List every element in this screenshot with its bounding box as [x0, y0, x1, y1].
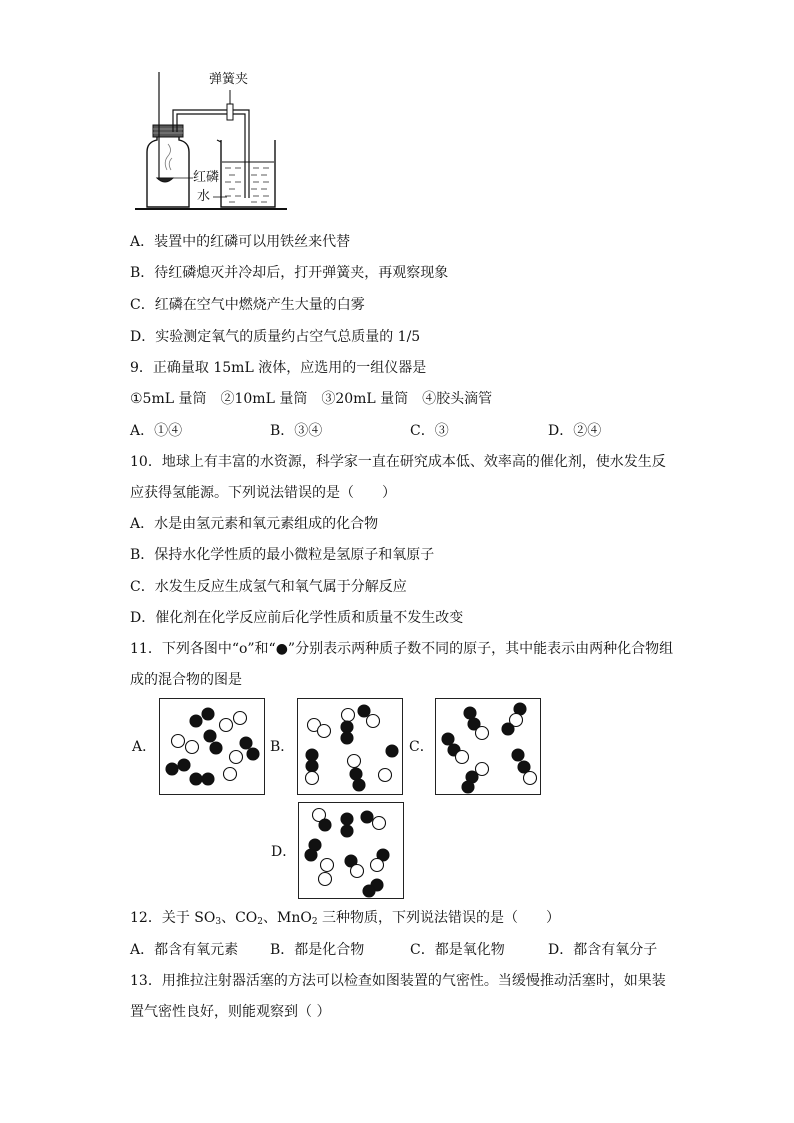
- apparatus-figure: [135, 70, 305, 215]
- q11-stem-line1: 11．下列各图中“o”和“●”分别表示两种质子数不同的原子，其中能表示由两种化合物组: [130, 641, 674, 657]
- label-water: 水: [197, 189, 211, 204]
- apparatus-drawing: [135, 70, 305, 215]
- q8-option-b: B．待红磷熄灭并冷却后，打开弹簧夹，再观察现象: [130, 265, 449, 281]
- q13-stem-line1: 13．用推拉注射器活塞的方法可以检查如图装置的气密性。当缓慢推动活塞时，如果装: [130, 973, 666, 989]
- q9-option-b: B．③④: [270, 423, 323, 439]
- q13-stem-line2: 置气密性良好，则能观察到（ ）: [130, 1004, 331, 1020]
- q11-diagram-d: [298, 802, 404, 899]
- q9-options: [130, 422, 650, 440]
- q12-option-b: B．都是化合物: [270, 942, 365, 958]
- q9-option-d: D．②④: [548, 423, 602, 439]
- q12-stem: [130, 909, 560, 931]
- q10-option-c: C．水发生反应生成氢气和氧气属于分解反应: [130, 579, 407, 595]
- q8-option-a: A．装置中的红磷可以用铁丝来代替: [130, 234, 351, 250]
- label-red-phosphorus: 红磷: [193, 170, 220, 185]
- q11-label-d: D．: [271, 844, 297, 860]
- q11-label-b: B．: [270, 739, 295, 755]
- q12-options: [130, 941, 670, 959]
- q12-option-c: C．都是氧化物: [410, 942, 505, 958]
- q8-option-d: D．实验测定氧气的质量约占空气总质量的 1/5: [130, 329, 421, 345]
- q9-option-a: A．①④: [130, 423, 183, 439]
- label-clamp: 弹簧夹: [209, 72, 249, 87]
- q12-sub-so3: 3: [215, 917, 222, 927]
- q12-sub-co2: 2: [257, 917, 264, 927]
- q11-stem-line2: 成的混合物的图是: [130, 672, 242, 688]
- q12-option-d: D．都含有氧分子: [548, 942, 658, 958]
- q12-option-a: A．都含有氧元素: [130, 942, 239, 958]
- q9-option-c: C．③: [410, 423, 449, 439]
- q12-sub-mno2: 2: [311, 917, 318, 927]
- q9-stem: 9．正确量取 15mL 液体，应选用的一组仪器是: [130, 360, 427, 376]
- q8-option-c: C．红磷在空气中燃烧产生大量的白雾: [130, 297, 365, 313]
- q11-label-c: C．: [409, 739, 434, 755]
- q10-option-a: A．水是由氢元素和氧元素组成的化合物: [130, 516, 379, 532]
- q10-stem-line2: 应获得氢能源。下列说法错误的是（ ）: [130, 485, 396, 501]
- q12-sep1: 、CO: [221, 910, 258, 926]
- q11-label-a: A．: [132, 739, 157, 755]
- q10-stem-line1: 10．地球上有丰富的水资源，科学家一直在研究成本低、效率高的催化剂，使水发生反: [130, 454, 666, 470]
- q10-option-b: B．保持水化学性质的最小微粒是氢原子和氧原子: [130, 547, 435, 563]
- q10-option-d: D．催化剂在化学反应前后化学性质和质量不发生改变: [130, 610, 464, 626]
- q12-sep2: 、MnO: [263, 910, 312, 926]
- q11-diagram-b: [297, 698, 403, 795]
- q12-stem-prefix: 12．关于 SO: [130, 910, 216, 926]
- q9-instruments: ①5mL 量筒 ②10mL 量筒 ③20mL 量筒 ④胶头滴管: [130, 391, 493, 407]
- q12-stem-suffix: 三种物质，下列说法错误的是（ ）: [317, 910, 561, 926]
- q11-diagram-c: [435, 698, 541, 795]
- q11-diagram-a: [159, 698, 265, 795]
